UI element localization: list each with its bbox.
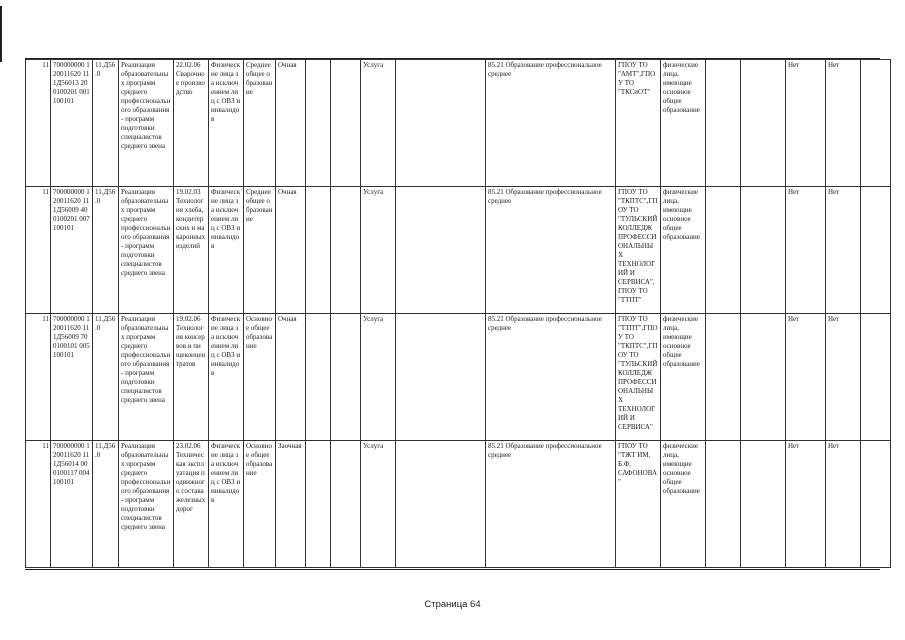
- specialty: 22.02.06 Сварочное производство: [174, 60, 209, 187]
- registry-code: 700000000 120011620 111Д56009 400100201 007100101: [51, 187, 93, 314]
- empty-cell: [741, 187, 786, 314]
- empty-cell: [306, 60, 331, 187]
- table-row: [26, 187, 891, 314]
- empty-cell: [306, 441, 331, 568]
- flag-cell: Нет: [786, 314, 826, 441]
- row-number: 11: [26, 60, 51, 187]
- registry-code: 700000000 120011620 111Д56009 700100101 005100101: [51, 314, 93, 441]
- empty-cell: [306, 314, 331, 441]
- flag-cell: Нет: [786, 441, 826, 568]
- service-code: 11.Д56 .0: [93, 187, 119, 314]
- providers: ГПОУ ТО "ТЖТ ИМ. Б.Ф. САФОНОВА": [616, 441, 661, 568]
- providers: ГПОУ ТО "ТТПТ",ГПОУ ТО "ТКПТС",ГПОУ ТО "ТУЛЬСКИЙ КОЛЛЕДЖ ПРОФЕССИОНАЛЬНЫХ ТЕХНОЛОГИЙ И СЕРВИСА": [616, 314, 661, 441]
- education-base: Основное общее образование: [244, 441, 276, 568]
- row-number: 11: [26, 314, 51, 441]
- flag-cell: Нет: [826, 60, 861, 187]
- service-type: Услуга: [361, 314, 396, 441]
- consumer-category: физические лица, имеющие основное общее образование: [661, 314, 706, 441]
- registry-code: 700000000 120011620 111Д56013 200100201 001100101: [51, 60, 93, 187]
- flag-cell: Нет: [826, 187, 861, 314]
- empty-cell: [861, 441, 891, 568]
- persons-category: Физические лица за исключением лиц с ОВЗ и инвалидов: [209, 441, 244, 568]
- page-left-rule: [0, 6, 2, 62]
- persons-category: Физические лица за исключением лиц с ОВЗ и инвалидов: [209, 314, 244, 441]
- registry-sheet: [25, 58, 880, 570]
- providers: ГПОУ ТО "АМТ",ГПОУ ТО "ТКСиОТ": [616, 60, 661, 187]
- flag-cell: Нет: [786, 187, 826, 314]
- empty-cell: [706, 441, 741, 568]
- providers: ГПОУ ТО "ТКПТС",ГПОУ ТО "ТУЛЬСКИЙ КОЛЛЕДЖ ПРОФЕССИОНАЛЬНЫХ ТЕХНОЛОГИЙ И СЕРВИСА",ГПОУ ТО "ТТПТ": [616, 187, 661, 314]
- education-base: Среднее общее образование: [244, 60, 276, 187]
- table-row: [26, 60, 891, 187]
- flag-cell: Нет: [826, 441, 861, 568]
- flag-cell: Нет: [826, 314, 861, 441]
- empty-cell: [396, 187, 486, 314]
- service-name: Реализация образовательных программ среднего профессионального образования - программ подготовки специалистов среднего звена: [119, 187, 174, 314]
- study-form: Очная: [276, 187, 306, 314]
- empty-cell: [861, 60, 891, 187]
- education-base: Среднее общее образование: [244, 187, 276, 314]
- persons-category: Физические лица за исключением лиц с ОВЗ и инвалидов: [209, 60, 244, 187]
- okved-code: 85.21 Образование профессиональное среднее: [486, 187, 616, 314]
- study-form: Очная: [276, 314, 306, 441]
- service-code: 11.Д56 .0: [93, 441, 119, 568]
- service-name: Реализация образовательных программ среднего профессионального образования - программ подготовки специалистов среднего звена: [119, 441, 174, 568]
- empty-cell: [331, 187, 361, 314]
- okved-code: 85.21 Образование профессиональное среднее: [486, 60, 616, 187]
- empty-cell: [861, 187, 891, 314]
- service-type: Услуга: [361, 187, 396, 314]
- service-code: 11.Д56 .0: [93, 314, 119, 441]
- table-row: [26, 441, 891, 568]
- consumer-category: физические лица, имеющие основное общее образование: [661, 60, 706, 187]
- row-number: 11: [26, 187, 51, 314]
- service-name: Реализация образовательных программ среднего профессионального образования - программ подготовки специалистов среднего звена: [119, 314, 174, 441]
- empty-cell: [741, 314, 786, 441]
- row-number: 11: [26, 441, 51, 568]
- empty-cell: [706, 60, 741, 187]
- services-registry-table: [25, 59, 891, 568]
- okved-code: 85.21 Образование профессиональное среднее: [486, 314, 616, 441]
- empty-cell: [331, 441, 361, 568]
- study-form: Очная: [276, 60, 306, 187]
- flag-cell: Нет: [786, 60, 826, 187]
- empty-cell: [861, 314, 891, 441]
- empty-cell: [741, 441, 786, 568]
- table-row: [26, 314, 891, 441]
- education-base: Основное общее образование: [244, 314, 276, 441]
- empty-cell: [331, 314, 361, 441]
- service-code: 11.Д56 .0: [93, 60, 119, 187]
- specialty: 19.02.03 Технология хлеба, кондитерских и макаронных изделий: [174, 187, 209, 314]
- service-type: Услуга: [361, 60, 396, 187]
- persons-category: Физические лица за исключением лиц с ОВЗ и инвалидов: [209, 187, 244, 314]
- okved-code: 85.21 Образование профессиональное среднее: [486, 441, 616, 568]
- service-type: Услуга: [361, 441, 396, 568]
- empty-cell: [396, 60, 486, 187]
- empty-cell: [706, 314, 741, 441]
- empty-cell: [706, 187, 741, 314]
- page-footer: Страница 64: [424, 599, 481, 610]
- registry-code: 700000000 120011620 111Д56014 000100117 004100101: [51, 441, 93, 568]
- specialty: 23.02.06 Техническая эксплуатация подвижного состава железных дорог: [174, 441, 209, 568]
- empty-cell: [396, 441, 486, 568]
- consumer-category: физические лица, имеющие основное общее образование: [661, 187, 706, 314]
- empty-cell: [331, 60, 361, 187]
- empty-cell: [741, 60, 786, 187]
- empty-cell: [396, 314, 486, 441]
- empty-cell: [306, 187, 331, 314]
- study-form: Заочная: [276, 441, 306, 568]
- consumer-category: физические лица, имеющие основное общее образование: [661, 441, 706, 568]
- specialty: 19.02.06 Технология консервов и пищеконцентратов: [174, 314, 209, 441]
- service-name: Реализация образовательных программ среднего профессионального образования - программ подготовки специалистов среднего звена: [119, 60, 174, 187]
